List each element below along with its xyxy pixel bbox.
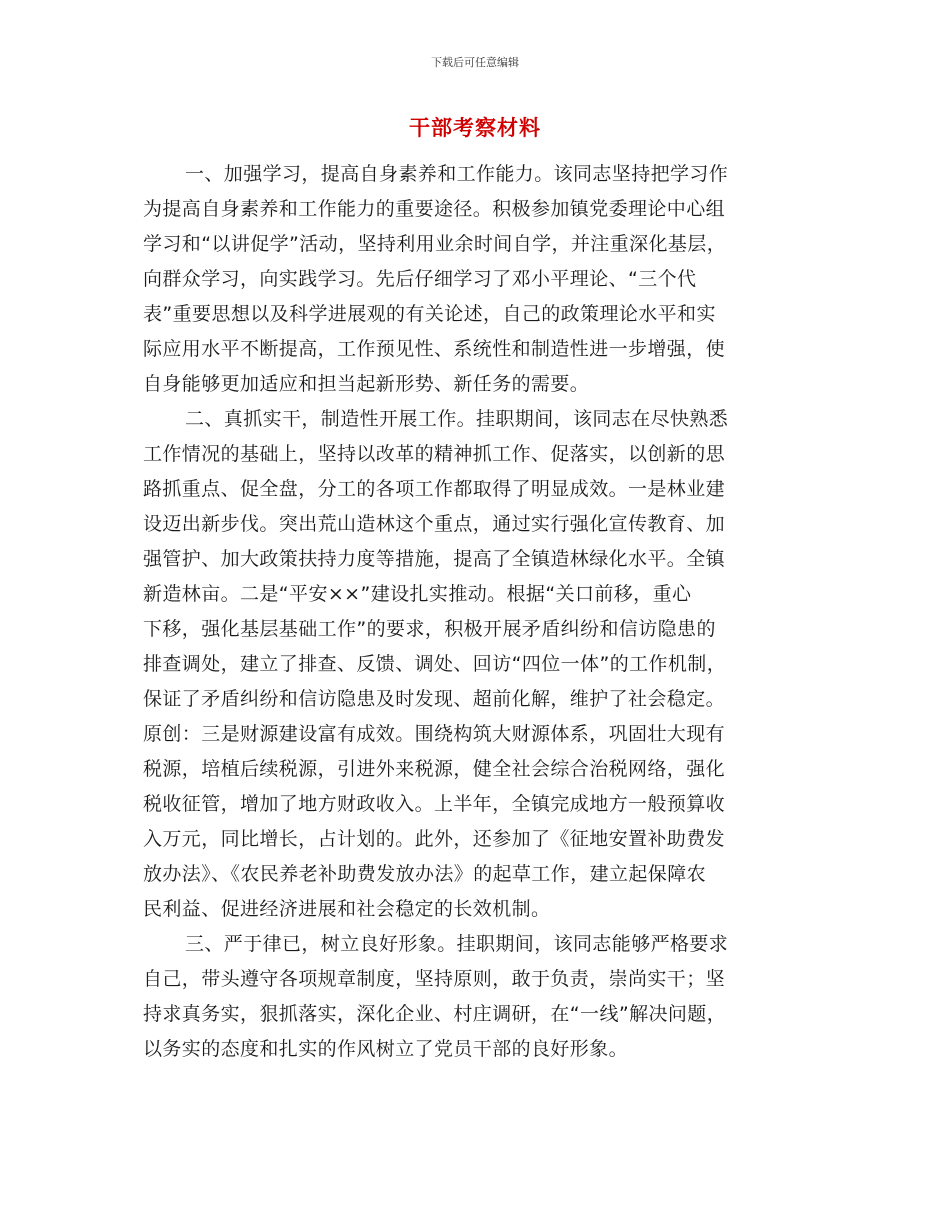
text-line: 放办法》、《农民养老补助费发放办法》的起草工作，建立起保障农: [143, 863, 707, 885]
text-line: 三、严于律已，树立良好形象。挂职期间，该同志能够严格要求: [185, 933, 729, 955]
text-line: 自身能够更加适应和担当起新形势、新任务的需要。: [143, 373, 590, 395]
text-line: 自己，带头遵守各项规章制度，坚持原则，敢于负责，崇尚实干；坚: [143, 968, 726, 990]
text-line: 强管护、加大政策扶持力度等措施，提高了全镇造林绿化水平。全镇: [143, 548, 726, 570]
text-line: 保证了矛盾纠纷和信访隐患及时发现、超前化解，维护了社会稳定。: [143, 688, 726, 710]
text-line: 学习和“以讲促学”活动，坚持利用业余时间自学，并注重深化基层，: [143, 233, 727, 255]
text-line: 向群众学习，向实践学习。先后仔细学习了邓小平理论、“三个代: [143, 268, 697, 290]
text-line: 路抓重点、促全盘，分工的各项工作都取得了明显成效。一是林业建: [143, 478, 726, 500]
text-line: 际应用水平不断提高，工作预见性、系统性和制造性进一步增强，使: [143, 338, 726, 360]
document-body: [143, 157, 803, 1067]
text-line: 民利益、促进经济进展和社会稳定的长效机制。: [143, 898, 551, 920]
text-line: 排查调处，建立了排查、反馈、调处、回访“四位一体”的工作机制，: [143, 653, 727, 675]
text-line: 表”重要思想以及科学进展观的有关论述，自己的政策理论水平和实: [143, 303, 716, 325]
text-line: 持求真务实，狠抓落实，深化企业、村庄调研，在“一线”解决问题，: [143, 1003, 727, 1025]
text-line: 为提高自身素养和工作能力的重要途径。积极参加镇党委理论中心组: [143, 198, 726, 220]
text-line: 税源，培植后续税源，引进外来税源，健全社会综合治税网络，强化: [143, 758, 726, 780]
text-line: 设迈出新步伐。突出荒山造林这个重点，通过实行强化宣传教育、加: [143, 513, 726, 535]
text-line: 二、真抓实干，制造性开展工作。挂职期间，该同志在尽快熟悉: [185, 408, 729, 430]
text-line: 以务实的态度和扎实的作风树立了党员干部的良好形象。: [143, 1038, 629, 1060]
text-line: 税收征管，增加了地方财政收入。上半年，全镇完成地方一般预算收: [143, 793, 726, 815]
text-line: 下移，强化基层基础工作”的要求，积极开展矛盾纠纷和信访隐患的: [143, 618, 716, 640]
text-line: 入万元，同比增长，占计划的。此外，还参加了《征地安置补助费发: [143, 828, 726, 850]
text-line: 新造林亩。二是“平安××”建设扎实推动。根据“关口前移，重心: [143, 583, 692, 605]
header-note: 下载后可任意编辑: [431, 56, 519, 69]
text-line: 工作情况的基础上，坚持以改革的精神抓工作、促落实，以创新的思: [143, 443, 726, 465]
document-title: 干部考察材料: [409, 115, 541, 140]
text-line: 一、加强学习，提高自身素养和工作能力。该同志坚持把学习作: [185, 163, 729, 185]
text-line: 原创：三是财源建设富有成效。围绕构筑大财源体系，巩固壮大现有: [143, 723, 726, 745]
